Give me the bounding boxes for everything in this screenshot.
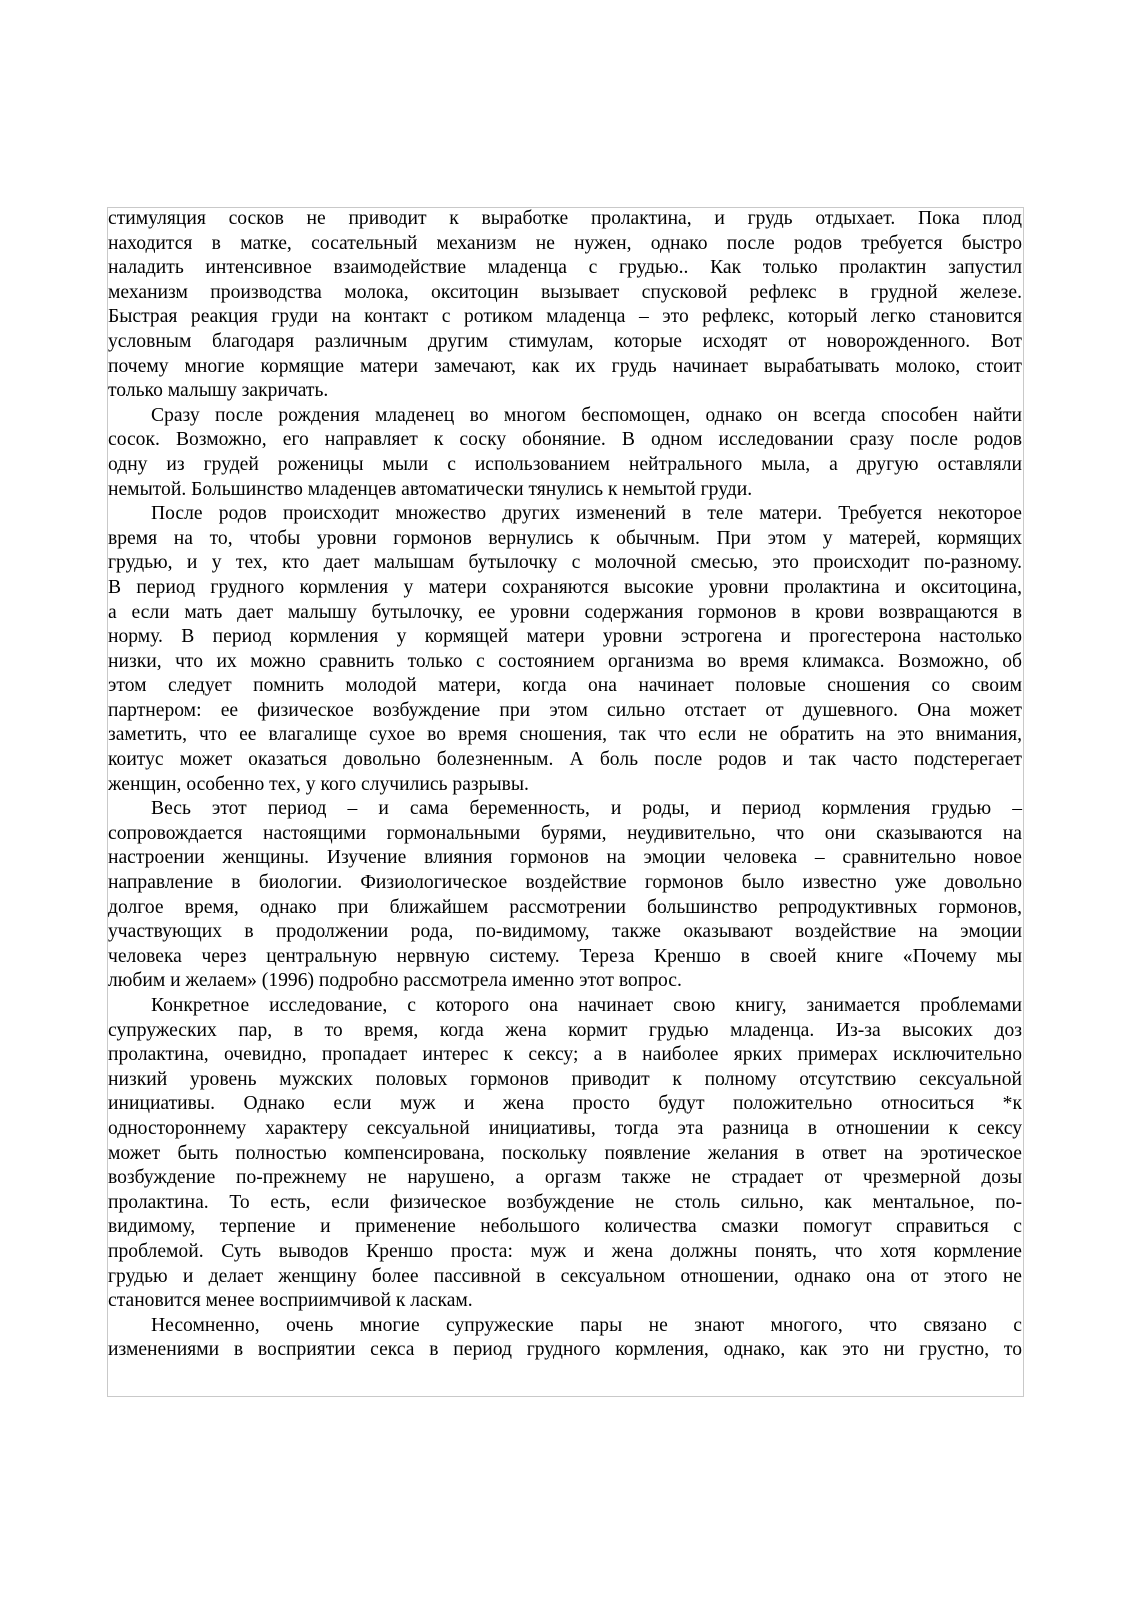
line-9: партнером: ее физическое возбуждение при этом сильно отстает от душевного. Она может — [108, 699, 1022, 721]
line-12: женщин, особенно тех, у кого случились разрывы. — [108, 773, 529, 795]
line-3: пролактина, очевидно, пропадает интерес к сексу; а в наиболее ярких примерах исключительно — [108, 1044, 1022, 1066]
paragraph-hormones-emotions — [108, 797, 1022, 994]
line-6: норму. В период кормления у кормящей матери уровни эстрогена и прогестерона настолько — [108, 626, 1022, 648]
line-4: низкий уровень мужских половых гормонов приводит к полному отсутствию сексуальной — [108, 1068, 1022, 1090]
line-2: находится в матке, сосательный механизм не нужен, однако после родов требуется быстро — [108, 232, 1022, 254]
text-body — [108, 207, 1022, 1363]
paragraph-prolactin-reflex — [108, 207, 1022, 404]
line-2: супружеских пар, в то время, когда жена кормит грудью младенца. Из-за высоких доз — [108, 1019, 1022, 1041]
line-3: одну из грудей роженицы мыли с использованием нейтрального мыла, а другую оставляли — [108, 453, 1022, 475]
line-3: настроении женщины. Изучение влияния гормонов на эмоции человека – сравнительно новое — [108, 847, 1022, 869]
line-6: одностороннему характеру сексуальной инициативы, тогда эта разница в отношении к сексу — [108, 1117, 1022, 1139]
line-12: грудью и делает женщину более пассивной в сексуальном отношении, однако она от этого не — [108, 1265, 1022, 1287]
line-2: время на то, чтобы уровни гормонов вернулись к обычным. При этом у матерей, кормящих — [108, 527, 1022, 549]
line-7: низки, что их можно сравнить только с состоянием организма во время климакса. Возможно, об — [108, 650, 1022, 672]
line-5: инициативы. Однако если муж и жена просто будут положительно относиться *к — [108, 1093, 1022, 1115]
line-1: Несомненно, очень многие супружеские пары не знают многого, что связано с — [151, 1314, 1022, 1336]
line-4: механизм производства молока, окситоцин вызывает спусковой рефлекс в грудной железе. — [108, 281, 1022, 303]
line-8: возбуждение по-прежнему не нарушено, а оргазм также не страдает от чрезмерной дозы — [108, 1167, 1022, 1189]
line-1: После родов происходит множество других изменений в теле матери. Требуется некоторое — [151, 503, 1022, 525]
line-1: стимуляция сосков не приводит к выработке пролактина, и грудь отдыхает. Пока плод — [108, 208, 1022, 229]
line-2: сосок. Возможно, его направляет к соску обоняние. В одном исследовании сразу после родов — [108, 429, 1022, 451]
line-10: заметить, что ее влагалище сухое во время сношения, так что если не обратить на это внимания, — [108, 724, 1022, 746]
paragraph-couples-unaware — [108, 1314, 1022, 1363]
line-5: а если мать дает малышу бутылочку, ее уровни содержания гормонов в крови возвращаются в — [108, 601, 1022, 623]
paragraph-postpartum-hormones — [108, 502, 1022, 797]
line-4: направление в биологии. Физиологическое воздействие гормонов было известно уже довольно — [108, 872, 1022, 894]
line-10: видимому, терпение и применение небольшого количества смазки помогут справиться с — [108, 1216, 1022, 1238]
line-2: сопровождается настоящими гормональными бурями, неудивительно, что они сказываются на — [108, 822, 1022, 844]
line-7: человека через центральную нервную систему. Тереза Креншо в своей книге «Почему мы — [108, 945, 1022, 967]
line-11: коитус может оказаться довольно болезненным. А боль после родов и так часто подстерегает — [108, 749, 1022, 771]
line-8: любим и желаем» (1996) подробно рассмотрела именно этот вопрос. — [108, 970, 682, 992]
line-9: пролактина. То есть, если физическое возбуждение не столь сильно, как ментальное, по- — [108, 1191, 1022, 1213]
line-1: Сразу после рождения младенец во многом беспомощен, однако он всегда способен найти — [151, 404, 1022, 426]
line-1: Конкретное исследование, с которого она начинает свою книгу, занимается проблемами — [151, 995, 1022, 1016]
paragraph-newborn-smell — [108, 404, 1022, 502]
line-13: становится менее восприимчивой к ласкам. — [108, 1290, 473, 1312]
line-2: изменениями в восприятии секса в период грудного кормления, однако, как это ни грустно, то — [108, 1339, 1022, 1361]
line-6: условным благодаря различным другим стимулам, которые исходят от новорожденного. Вот — [108, 330, 1022, 352]
line-4: немытой. Большинство младенцев автоматически тянулись к немытой груди. — [108, 478, 753, 500]
line-6: участвующих в продолжении рода, по-видимому, также оказывают воздействие на эмоции — [108, 921, 1022, 943]
line-5: долгое время, однако при ближайшем рассмотрении большинство репродуктивных гормонов, — [108, 896, 1022, 918]
line-3: грудью, и у тех, кто дает малышам бутылочку с молочной смесью, это происходит по-разному. — [108, 552, 1022, 574]
line-7: может быть полностью компенсирована, поскольку появление желания в ответ на эротическое — [108, 1142, 1022, 1164]
line-7: почему многие кормящие матери замечают, как их грудь начинает вырабатывать молоко, стоит — [108, 355, 1022, 377]
line-4: В период грудного кормления у матери сохраняются высокие уровни пролактина и окситоцина, — [108, 576, 1022, 598]
line-8: только малышу закричать. — [108, 380, 329, 402]
line-8: этом следует помнить молодой матери, когда она начинает половые сношения со своим — [108, 675, 1022, 697]
line-11: проблемой. Суть выводов Креншо проста: муж и жена должны понять, что хотя кормление — [108, 1240, 1022, 1262]
line-3: наладить интенсивное взаимодействие младенца с грудью.. Как только пролактин запустил — [108, 257, 1022, 279]
paragraph-crenshaw-study — [108, 994, 1022, 1314]
line-1: Весь этот период – и сама беременность, и роды, и период кормления грудью – — [151, 798, 1022, 820]
line-5: Быстрая реакция груди на контакт с ротиком младенца – это рефлекс, который легко становится — [108, 306, 1022, 328]
